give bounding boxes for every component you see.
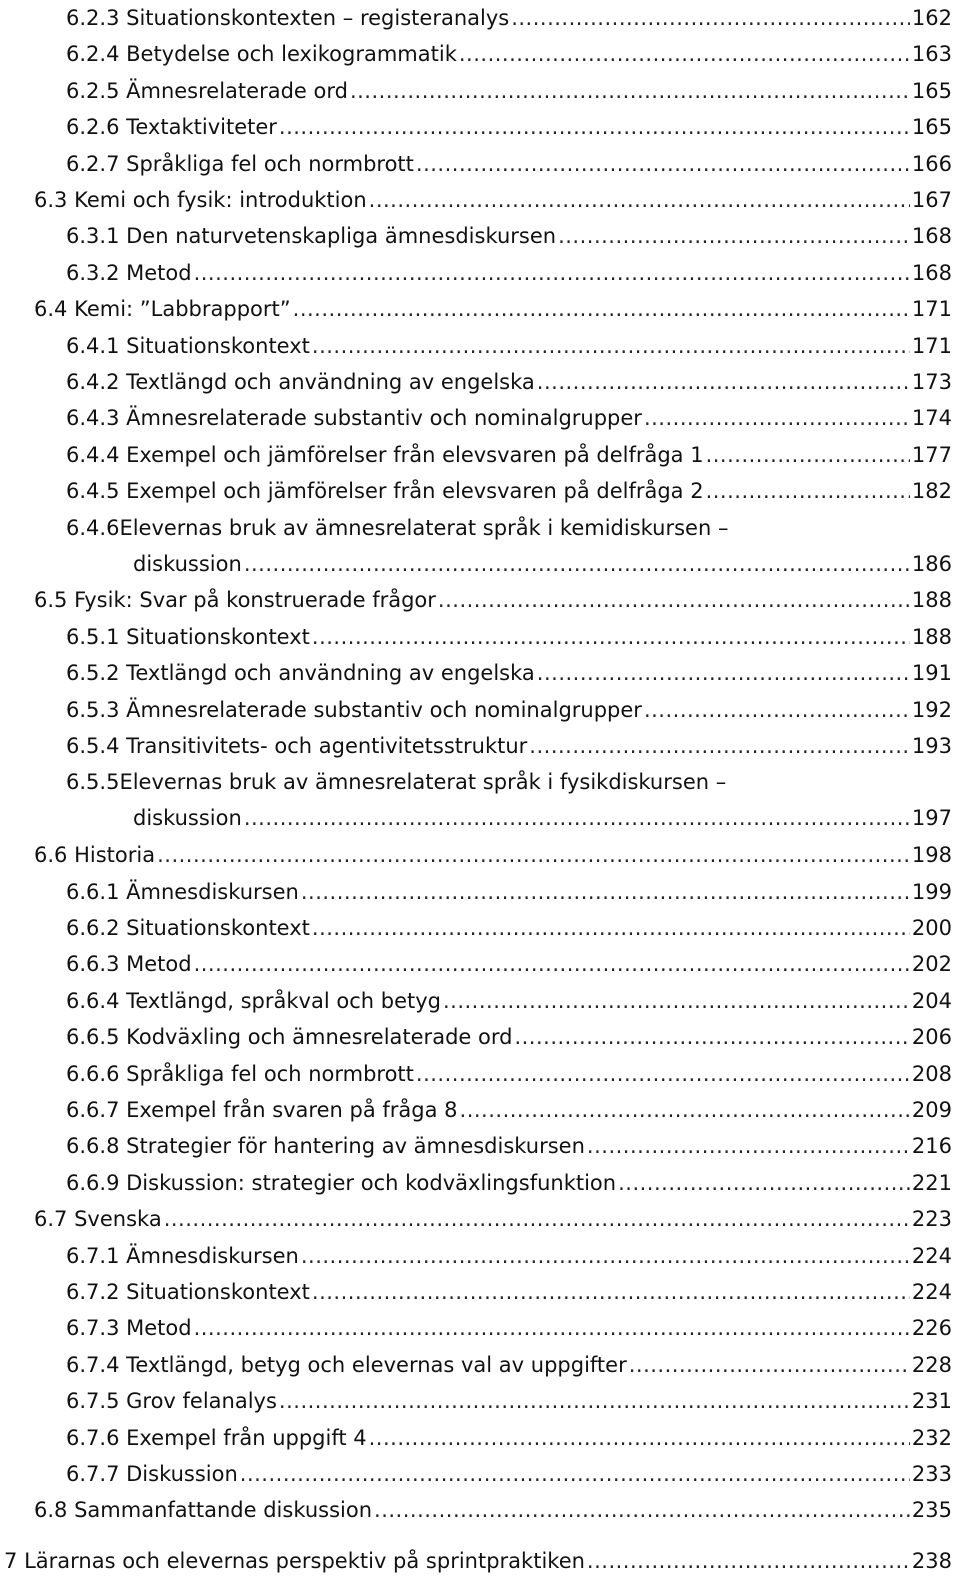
dot-leader (416, 146, 910, 182)
toc-entry-page: 235 (911, 1498, 952, 1522)
toc-entry-title: Ämnesrelaterade substantiv och nominalgrupper (126, 698, 642, 722)
toc-entry-title: Kemi och fysik: introduktion (74, 188, 367, 212)
dot-leader (537, 655, 910, 691)
toc-entry-page: 233 (911, 1462, 952, 1486)
toc-entry-page: 208 (911, 1062, 952, 1086)
toc-entry-number: 6.2.4 (66, 42, 120, 66)
toc-entry-title: Sammanfattande diskussion (74, 1498, 373, 1522)
toc-entry[interactable] (66, 255, 952, 291)
toc-entry-title: Exempel och jämförelser från elevsvaren på delfråga 2 (126, 479, 704, 503)
toc-entry-title: Grov felanalys (126, 1389, 277, 1413)
toc-entry[interactable] (66, 1019, 952, 1055)
toc-entry-title: Metod (126, 261, 192, 285)
toc-entry-number: 6.4.3 (66, 406, 120, 430)
toc-entry-title: Strategier för hantering av ämnesdiskursen (126, 1134, 585, 1158)
dot-leader (244, 800, 910, 836)
dot-leader (279, 1383, 910, 1419)
toc-entry-title: Ämnesrelaterade ord (126, 79, 348, 103)
toc-entry-number: 6.5 (34, 588, 68, 612)
toc-entry-title: Ämnesdiskursen (126, 1244, 299, 1268)
toc-entry-title: Textlängd, betyg och elevernas val av uppgifter (126, 1353, 627, 1377)
toc-entry-title: Lärarnas och elevernas perspektiv på sprintpraktiken (24, 1549, 585, 1573)
dot-leader (301, 1238, 910, 1274)
toc-entry-title: Situationskontext (126, 625, 310, 649)
toc-entry-page: 224 (911, 1244, 952, 1268)
toc-entry-number: 6.5.4 (66, 734, 120, 758)
toc-entry-title: Språkliga fel och normbrott (126, 152, 414, 176)
toc-entry-title: Textlängd och användning av engelska (126, 370, 535, 394)
toc-entry[interactable] (66, 146, 952, 182)
toc-entry[interactable] (66, 73, 952, 109)
toc-entry-title: Betydelse och lexikogrammatik (126, 42, 457, 66)
toc-entry-page: 174 (911, 406, 952, 430)
toc-entry[interactable] (66, 1347, 952, 1383)
toc-entry[interactable] (4, 1543, 952, 1579)
toc-entry-title: Exempel från svaren på fråga 8 (126, 1098, 458, 1122)
toc-entry-title: Situationskontexten – registeranalys (126, 6, 510, 30)
dot-leader (706, 437, 910, 473)
dot-leader (529, 728, 910, 764)
toc-entry-title: Ämnesdiskursen (126, 880, 299, 904)
toc-entry-page: 199 (911, 880, 952, 904)
toc-entry-number: 6.4.2 (66, 370, 120, 394)
toc-entry-number: 6.7.6 (66, 1426, 120, 1450)
toc-entry[interactable] (66, 946, 952, 982)
toc-entry[interactable] (66, 1165, 952, 1201)
toc-entry-title: Exempel från uppgift 4 (126, 1426, 367, 1450)
toc-entry-number: 6.7.1 (66, 1244, 120, 1268)
toc-entry-number: 6.6.3 (66, 952, 120, 976)
toc-entry-number: 6.6 (34, 843, 68, 867)
toc-entry-page: 231 (911, 1389, 952, 1413)
toc-entry[interactable] (66, 1092, 952, 1128)
toc-entry[interactable] (34, 582, 952, 618)
toc-entry-number: 6.6.8 (66, 1134, 120, 1158)
dot-leader (369, 1420, 910, 1456)
dot-leader (644, 692, 910, 728)
dot-leader (164, 1201, 910, 1237)
dot-leader (644, 400, 910, 436)
toc-entry-page: 162 (911, 6, 952, 30)
toc-entry-number: 6.6.2 (66, 916, 120, 940)
toc-entry-number: 6.6.4 (66, 989, 120, 1013)
dot-leader (537, 364, 910, 400)
toc-entry-title: Språkliga fel och normbrott (126, 1062, 414, 1086)
toc-entry[interactable] (66, 1383, 952, 1419)
toc-entry-number: 6.2.6 (66, 115, 120, 139)
dot-leader (374, 1492, 910, 1528)
toc-entry-page: 228 (911, 1353, 952, 1377)
dot-leader (460, 1092, 910, 1128)
toc-entry-title: Den naturvetenskapliga ämnesdiskursen (126, 224, 557, 248)
toc-entry-page: 200 (911, 916, 952, 940)
toc-entry[interactable] (66, 473, 952, 509)
toc-entry-number: 6.7.4 (66, 1353, 120, 1377)
dot-leader (629, 1347, 910, 1383)
toc-entry-page: 188 (911, 588, 952, 612)
dot-leader (443, 983, 910, 1019)
toc-entry-number: 6.6.6 (66, 1062, 120, 1086)
toc-entry[interactable] (66, 983, 952, 1019)
toc-entry[interactable] (66, 874, 952, 910)
toc-entry-title: Situationskontext (126, 916, 310, 940)
toc-entry-page: 221 (911, 1171, 952, 1195)
toc-entry-title: Metod (126, 952, 192, 976)
toc-entry-title: Exempel och jämförelser från elevsvaren på delfråga 1 (126, 443, 704, 467)
dot-leader (312, 910, 910, 946)
toc-entry[interactable] (66, 1128, 952, 1164)
dot-leader (438, 582, 910, 618)
dot-leader (706, 473, 910, 509)
toc-entry-page: 216 (911, 1134, 952, 1158)
dot-leader (350, 73, 910, 109)
dot-leader (459, 36, 910, 72)
toc-entry-number: 6.2.5 (66, 79, 120, 103)
dot-leader (279, 109, 910, 145)
dot-leader (312, 619, 910, 655)
toc-entry-number: 6.3.1 (66, 224, 120, 248)
toc-entry-page: 198 (911, 843, 952, 867)
toc-entry-title: Elevernas bruk av ämnesrelaterat språk i kemidiskursen – (119, 516, 729, 540)
toc-entry-number: 6.4.5 (66, 479, 120, 503)
toc-entry[interactable] (66, 1056, 952, 1092)
toc-entry-page: 173 (911, 370, 952, 394)
dot-leader (369, 182, 910, 218)
toc-entry[interactable] (34, 837, 952, 873)
toc-entry-page: 223 (911, 1207, 952, 1231)
toc-entry-number: 6.5.3 (66, 698, 120, 722)
toc-entry[interactable] (66, 364, 952, 400)
toc-entry[interactable] (66, 437, 952, 473)
toc-entry-number: 6.7.2 (66, 1280, 120, 1304)
toc-entry-continuation: diskussion (133, 806, 242, 830)
toc-entry-title: Situationskontext (126, 334, 310, 358)
toc-entry-number: 6.5.1 (66, 625, 120, 649)
dot-leader (293, 291, 910, 327)
dot-leader (618, 1165, 910, 1201)
toc-entry[interactable] (66, 728, 952, 764)
toc-entry-title: Historia (74, 843, 156, 867)
toc-entry-page: 182 (911, 479, 952, 503)
dot-leader (240, 1456, 910, 1492)
toc-entry[interactable] (66, 0, 952, 36)
toc-entry-number: 6.4.1 (66, 334, 120, 358)
toc-entry-title: Fysik: Svar på konstruerade frågor (74, 588, 436, 612)
toc-entry-number: 6.4 (34, 297, 68, 321)
toc-entry[interactable] (66, 328, 952, 364)
toc-entry[interactable] (66, 655, 952, 691)
toc-entry-title: Metod (126, 1316, 192, 1340)
dot-leader (194, 255, 910, 291)
dot-leader (157, 837, 910, 873)
dot-leader (514, 1019, 909, 1055)
toc-entry[interactable] (34, 1492, 952, 1528)
toc-entry-title: Situationskontext (126, 1280, 310, 1304)
toc-entry-title: Textaktiviteter (126, 115, 277, 139)
toc-entry-title: Textlängd, språkval och betyg (126, 989, 441, 1013)
toc-entry[interactable] (66, 1456, 952, 1492)
toc-entry-page: 166 (911, 152, 952, 176)
toc-entry-number: 6.8 (34, 1498, 68, 1522)
toc-entry[interactable] (66, 400, 952, 436)
toc-entry-title: Diskussion: strategier och kodväxlingsfunktion (126, 1171, 617, 1195)
toc-entry-continuation: diskussion (133, 552, 242, 576)
dot-leader (301, 874, 910, 910)
toc-entry-page: 197 (911, 806, 952, 830)
toc-entry-page: 193 (911, 734, 952, 758)
toc-entry-number: 6.3.2 (66, 261, 120, 285)
toc-entry[interactable] (66, 218, 952, 254)
toc-entry-number: 6.2.3 (66, 6, 120, 30)
toc-entry[interactable] (66, 1274, 952, 1310)
toc-entry-number: 6.2.7 (66, 152, 120, 176)
toc-entry-page: 204 (911, 989, 952, 1013)
toc-entry-title: Elevernas bruk av ämnesrelaterat språk i fysikdiskursen – (119, 770, 727, 794)
toc-entry-number: 6.7.7 (66, 1462, 120, 1486)
toc-entry-page: 224 (911, 1280, 952, 1304)
toc-entry-number: 6.6.9 (66, 1171, 120, 1195)
toc-entry-number: 6.6.1 (66, 880, 120, 904)
toc-entry-page: 165 (911, 115, 952, 139)
toc-entry[interactable] (66, 36, 952, 72)
toc-entry-title: Transitivitets- och agentivitetsstruktur (126, 734, 528, 758)
toc-entry-number: 6.4.6 (66, 516, 120, 540)
toc-entry-page: 202 (911, 952, 952, 976)
dot-leader (194, 1310, 910, 1346)
toc-entry-page: 167 (911, 188, 952, 212)
toc-entry-title: Ämnesrelaterade substantiv och nominalgrupper (126, 406, 642, 430)
toc-entry-number: 6.3 (34, 188, 68, 212)
toc-entry-page: 163 (911, 42, 952, 66)
toc-entry[interactable] (66, 619, 952, 655)
toc-entry-page: 226 (911, 1316, 952, 1340)
dot-leader (416, 1056, 910, 1092)
toc-entry-title: Kodväxling och ämnesrelaterade ord (126, 1025, 513, 1049)
toc-entry-page: 232 (911, 1426, 952, 1450)
toc-entry[interactable] (66, 910, 952, 946)
toc-entry[interactable] (34, 291, 952, 327)
toc-entry-page: 191 (911, 661, 952, 685)
toc-entry-number: 6.6.7 (66, 1098, 120, 1122)
toc-entry-page: 188 (911, 625, 952, 649)
toc-entry-title: Svenska (74, 1207, 162, 1231)
toc-entry-page: 192 (911, 698, 952, 722)
toc-entry[interactable] (66, 1420, 952, 1456)
toc-entry-number: 6.5.5 (66, 770, 120, 794)
toc-entry-title: Textlängd och användning av engelska (126, 661, 535, 685)
toc-entry-page: 209 (911, 1098, 952, 1122)
toc-entry-page: 186 (911, 552, 952, 576)
toc-entry-page: 171 (911, 334, 952, 358)
dot-leader (244, 546, 910, 582)
toc-entry-number: 6.7.3 (66, 1316, 120, 1340)
dot-leader (312, 1274, 910, 1310)
toc-entry[interactable] (34, 1201, 952, 1237)
toc-entry-page: 171 (911, 297, 952, 321)
toc-entry-number: 6.6.5 (66, 1025, 120, 1049)
toc-entry-number: 6.5.2 (66, 661, 120, 685)
toc-entry[interactable] (66, 764, 952, 837)
toc-entry-number: 6.7 (34, 1207, 68, 1231)
toc-entry-number: 6.7.5 (66, 1389, 120, 1413)
toc-entry[interactable] (66, 109, 952, 145)
dot-leader (194, 946, 910, 982)
toc-entry[interactable] (66, 510, 952, 583)
toc-entry-page: 238 (911, 1549, 952, 1573)
toc-entry-page: 168 (911, 224, 952, 248)
toc-entry-number: 7 (4, 1549, 18, 1573)
toc-entry-title: Kemi: ”Labbrapport” (74, 297, 291, 321)
toc-entry-page: 206 (911, 1025, 952, 1049)
toc-entry-number: 6.4.4 (66, 443, 120, 467)
dot-leader (312, 328, 910, 364)
dot-leader (587, 1128, 910, 1164)
toc-entry-title: Diskussion (126, 1462, 238, 1486)
toc-entry-page: 177 (911, 443, 952, 467)
toc-entry[interactable] (66, 692, 952, 728)
toc-entry[interactable] (34, 182, 952, 218)
dot-leader (511, 0, 910, 36)
toc-entry[interactable] (66, 1310, 952, 1346)
dot-leader (558, 218, 910, 254)
dot-leader (587, 1543, 910, 1579)
toc-entry[interactable] (66, 1238, 952, 1274)
toc-entry-page: 165 (911, 79, 952, 103)
toc-entry-page: 168 (911, 261, 952, 285)
